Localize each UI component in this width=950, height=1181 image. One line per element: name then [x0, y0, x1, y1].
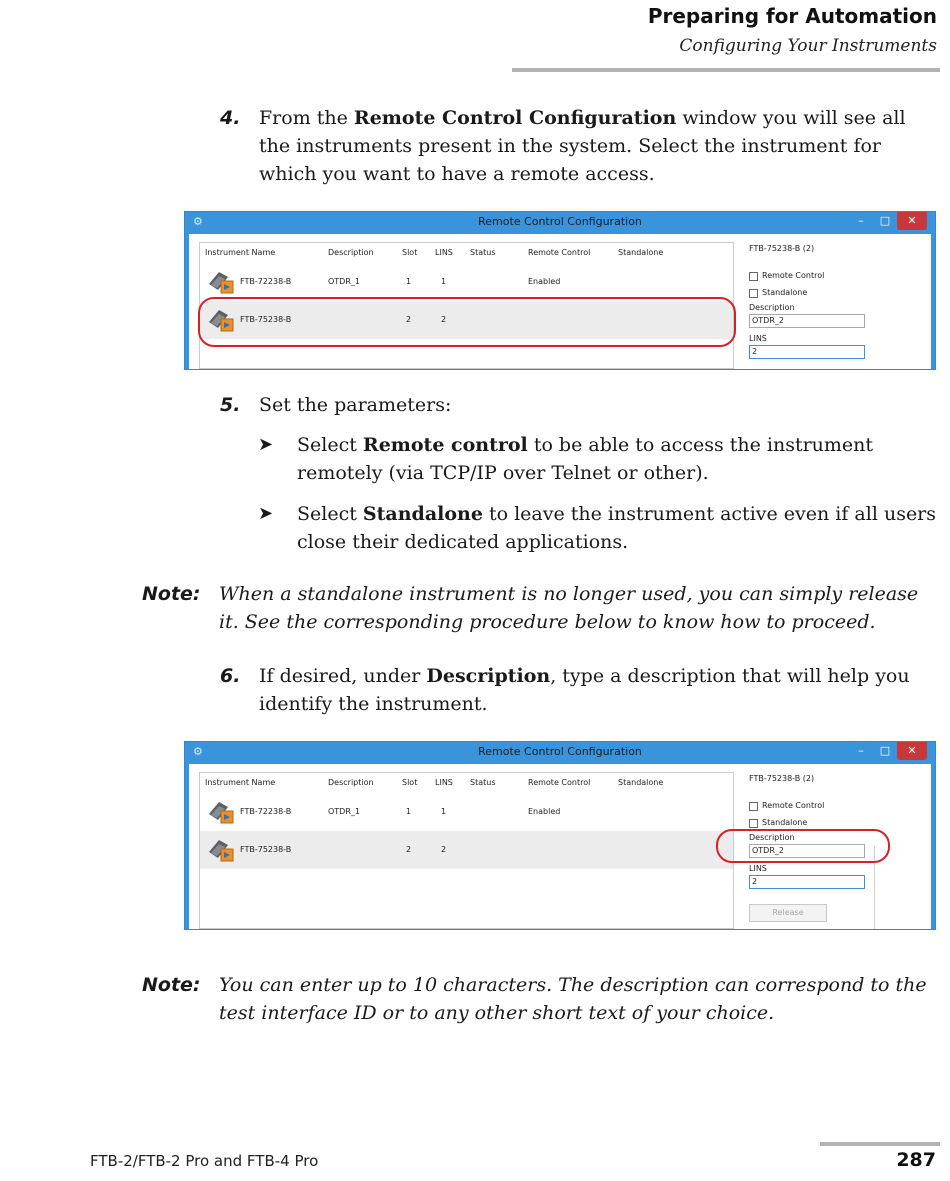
- checkbox-label: Standalone: [762, 288, 808, 297]
- column-header[interactable]: LINS: [435, 778, 453, 787]
- column-header[interactable]: Instrument Name: [205, 778, 276, 787]
- cell-lins: 1: [441, 277, 447, 286]
- note-2: [142, 971, 942, 1027]
- cell-slot: 2: [406, 315, 412, 324]
- footer-product: FTB-2/FTB-2 Pro and FTB-4 Pro: [90, 1152, 319, 1170]
- checkbox-box[interactable]: [749, 289, 758, 298]
- description-label: Description: [749, 833, 795, 842]
- remote-control-checkbox[interactable]: [749, 271, 869, 283]
- highlight-description-field: [716, 829, 890, 863]
- cell-instrument-name: FTB-75238-B: [240, 845, 292, 854]
- cell-instrument-name: FTB-75238-B: [240, 315, 292, 324]
- minimize-button[interactable]: –: [858, 214, 864, 227]
- panel-title: FTB-75238-B (2): [749, 774, 815, 783]
- cell-lins: 2: [441, 315, 447, 324]
- column-header[interactable]: Status: [470, 778, 496, 787]
- instrument-icon: [206, 834, 236, 864]
- lins-field[interactable]: 2: [749, 345, 865, 359]
- note-1: [142, 580, 942, 636]
- remote-control-checkbox[interactable]: [749, 801, 869, 813]
- maximize-button[interactable]: □: [879, 744, 891, 757]
- page-number: 287: [896, 1149, 936, 1171]
- header-rule: [512, 68, 940, 72]
- description-field[interactable]: OTDR_2: [749, 314, 865, 328]
- checkbox-label: Remote Control: [762, 801, 825, 810]
- step-text: If desired, under Description, type a description that will help you identify the instrument.: [259, 665, 910, 715]
- checkbox-box[interactable]: [749, 272, 758, 281]
- column-header[interactable]: Slot: [402, 248, 418, 257]
- minimize-button[interactable]: –: [858, 744, 864, 757]
- cell-remote-control: Enabled: [528, 277, 561, 286]
- step-number: 6.: [220, 665, 241, 687]
- panel-title: FTB-75238-B (2): [749, 244, 815, 253]
- column-header[interactable]: Standalone: [618, 778, 664, 787]
- window-title: Remote Control Configuration: [478, 215, 642, 228]
- arrow-bullet-icon: ➤: [258, 503, 274, 524]
- instrument-grid: [199, 772, 734, 929]
- step-text: From the Remote Control Configuration window you will see all the instruments present in the system. Select the instrument for which you want to have a remote access.: [259, 107, 906, 185]
- close-button[interactable]: ✕: [897, 742, 927, 760]
- lins-field[interactable]: 2: [749, 875, 865, 889]
- table-row[interactable]: [200, 263, 733, 301]
- column-header[interactable]: Slot: [402, 778, 418, 787]
- cell-description: OTDR_1: [328, 807, 360, 816]
- running-header-subtitle: Configuring Your Instruments: [679, 36, 937, 56]
- bullet-text: Select Standalone to leave the instrument active even if all users close their dedicated applications.: [297, 503, 937, 553]
- window-titlebar: [185, 742, 935, 764]
- step-6: [220, 662, 936, 718]
- checkbox-label: Remote Control: [762, 271, 825, 280]
- running-header-title: Preparing for Automation: [647, 4, 937, 28]
- column-header[interactable]: Instrument Name: [205, 248, 276, 257]
- checkbox-box[interactable]: [749, 802, 758, 811]
- note-label: Note:: [142, 974, 201, 996]
- maximize-button[interactable]: □: [879, 214, 891, 227]
- bullet-text: Select Remote control to be able to access the instrument remotely (via TCP/IP over Telnet or other).: [297, 434, 874, 484]
- standalone-checkbox[interactable]: [749, 288, 869, 300]
- cell-slot: 1: [406, 277, 412, 286]
- cell-instrument-name: FTB-72238-B: [240, 277, 292, 286]
- instrument-icon: [206, 266, 236, 296]
- lins-label: LINS: [749, 864, 767, 873]
- note-text: You can enter up to 10 characters. The description can correspond to the test interface ID or to any other short text of your choice.: [219, 974, 927, 1024]
- window-title: Remote Control Configuration: [478, 745, 642, 758]
- column-header[interactable]: Standalone: [618, 248, 664, 257]
- checkbox-label: Standalone: [762, 818, 808, 827]
- step-5: [220, 391, 936, 419]
- release-button[interactable]: Release: [749, 904, 827, 922]
- cell-slot: 1: [406, 807, 412, 816]
- footer-rule: [820, 1142, 940, 1146]
- bullet-standalone: [258, 500, 938, 556]
- checkbox-box[interactable]: [749, 819, 758, 828]
- column-header[interactable]: LINS: [435, 248, 453, 257]
- arrow-bullet-icon: ➤: [258, 434, 274, 455]
- cell-lins: 1: [441, 807, 447, 816]
- description-field[interactable]: OTDR_2: [749, 844, 865, 858]
- cell-slot: 2: [406, 845, 412, 854]
- cell-instrument-name: FTB-72238-B: [240, 807, 292, 816]
- cell-remote-control: Enabled: [528, 807, 561, 816]
- bullet-remote-control: [258, 431, 938, 487]
- cell-lins: 2: [441, 845, 447, 854]
- lins-label: LINS: [749, 334, 767, 343]
- step-4: [220, 104, 936, 188]
- column-header[interactable]: Status: [470, 248, 496, 257]
- column-header[interactable]: Remote Control: [528, 778, 591, 787]
- highlight-selected-row: [198, 297, 736, 347]
- step-number: 5.: [220, 394, 241, 416]
- app-icon: ⚙: [193, 215, 203, 228]
- step-text: Set the parameters:: [259, 394, 452, 416]
- column-header[interactable]: Description: [328, 248, 374, 257]
- step-number: 4.: [220, 107, 241, 129]
- close-button[interactable]: ✕: [897, 212, 927, 230]
- note-text: When a standalone instrument is no longer used, you can simply release it. See the corresponding procedure below to know how to proceed.: [219, 583, 919, 633]
- window-titlebar: [185, 212, 935, 234]
- description-label: Description: [749, 303, 795, 312]
- note-label: Note:: [142, 583, 201, 605]
- column-header[interactable]: Description: [328, 778, 374, 787]
- cell-description: OTDR_1: [328, 277, 360, 286]
- instrument-icon: [206, 796, 236, 826]
- table-row[interactable]: [200, 793, 733, 831]
- column-header[interactable]: Remote Control: [528, 248, 591, 257]
- table-row[interactable]: [200, 831, 733, 869]
- app-icon: ⚙: [193, 745, 203, 758]
